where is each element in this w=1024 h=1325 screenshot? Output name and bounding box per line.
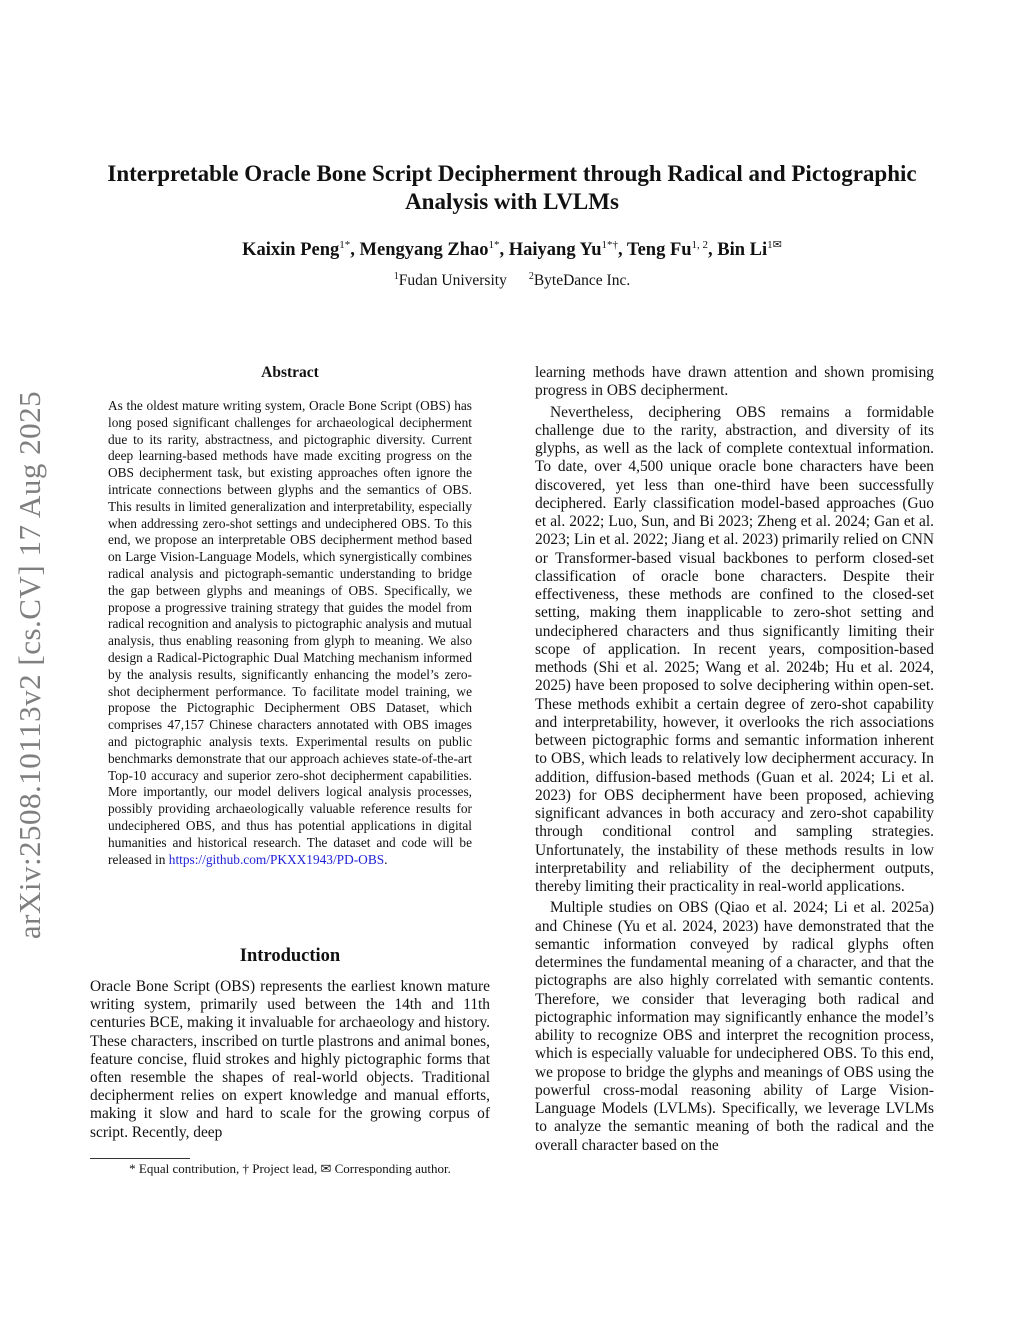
abstract-text: As the oldest mature writing system, Oracle Bone Script (OBS) has long posed significant challenges for archaeological decipherment due to its rarity, abstractness, and pictographic diversity. Current deep learning-based methods have made exciting progress on the OBS decipherment task, but existing approaches often ignore the intricate connections between glyphs and the semantics of OBS. This results in limited generalization and interpretability, especially when addressing zero-shot settings and undeciphered OBS. To this end, we propose an interpretable OBS decipherment method based on Large Vision-Language Models, which synergistically combines radical analysis and pictograph-semantic understanding to bridge the gap between glyphs and meanings of OBS. Specifically, we propose a progressive training strategy that guides the model from radical recognition and analysis to pictographic analysis and mutual analysis, thus enabling reasoning from glyph to meaning. We also design a Radical-Pictographic Dual Matching mechanism informed by the analysis results, significantly enhancing the model’s zero-shot decipherment performance. To facilitate model training, we propose the Pictographic Decipherment OBS Dataset, which comprises 47,157 Chinese characters annotated with OBS images and pictographic analysis texts. Experimental results on public benchmarks demonstrate that our approach achieves state-of-the-art Top-10 accuracy and superior zero-shot decipherment capabilities. More importantly, our model delivers logical analysis processes, possibly providing archaeologically valuable reference results for undeciphered OBS, and thus has potential applications in digital humanities and historical research. The dataset and code will be released in (108, 398, 472, 867)
affiliation: $^1$Fudan University (393, 271, 507, 290)
author: Kaixin Peng$^{1*}$ (242, 239, 351, 261)
introduction-paragraph: Oracle Bone Script (OBS) represents the earliest known mature writing system, primarily used between the 14th and 11th centuries BCE, making it invaluable for archaeology and history. These characters, inscribed on turtle plastrons and animal bones, feature concise, fluid strokes and highly pictographic forms that often resemble the shapes of real-world objects. Traditional decipherment relies on expert knowledge and manual efforts, making it slow and hard to scale for the growing corpus of script. Recently, deep (90, 978, 490, 1141)
abstract-heading: Abstract (261, 364, 319, 381)
right-column (535, 364, 934, 1155)
author: Haiyang $Yu^{1*\dagger}$ (508, 239, 618, 261)
body-paragraph: Multiple studies on OBS (Qiao et al. 2024; Li et al. 2025a) and Chinese (Yu et al. 2024, 2023) have demonstrated that the semantic information conveyed by radical glyphs often determines the fundamental meaning of a character, and that the pictographs are also highly correlated with semantic contents. Therefore, we consider that leveraging both radical and pictographic information may significantly enhance the model’s ability to recognize OBS and interpret the recognition process, which is especially valuable for undeciphered OBS. To this end, we propose to bridge the glyphs and meanings of OBS using the powerful cross-modal reasoning ability of Large Vision-Language Models (LVLMs). Specifically, we leverage LVLMs to analyze the semantic meaning of both the radical and the overall character based on the (535, 899, 934, 1154)
paper-title: Interpretable Oracle Bone Script Decipherment through Radical and Pictographic Analysis with LVLMs (107, 161, 917, 214)
author-list: Kaixin Peng$^{1*}$, Mengyang Zhao$^{1*}$, Haiyang $Yu^{1*\dagger}$, Teng Fu$^{1, 2}$, Bin $Li^{1✉}$ (242, 239, 782, 261)
body-paragraph: Nevertheless, deciphering OBS remains a formidable challenge due to the rarity, abstraction, and diversity of its glyphs, as well as the lack of complete contextual information. To date, over 4,500 unique oracle bone characters have been discovered, yet less than one-third have been successfully deciphered. Early classification model-based approaches (Guo et al. 2022; Luo, Sun, and Bi 2023; Zheng et al. 2024; Gan et al. 2023; Lin et al. 2022; Jiang et al. 2023) primarily relied on CNN or Transformer-based visual backbones to perform closed-set classification of oracle bone characters. Despite their effectiveness, these methods are confined to the closed-set setting, making them inapplicable to zero-shot setting and undeciphered characters and thus significantly limiting their scope of application. In recent years, composition-based methods (Shi et al. 2025; Wang et al. 2024b; Hu et al. 2024, 2025) have been proposed to solve deciphering within open-set. These methods exhibit a certain degree of zero-shot capability and interpretability, however, it overlooks the rich associations between pictographic forms and semantic information inherent to OBS, which leads to relatively low decipherment accuracy. In addition, diffusion-based methods (Guan et al. 2024; Li et al. 2023) for OBS decipherment have been proposed, achieving significant advances in both accuracy and zero-shot capability through conditional control and sampling strategies. Unfortunately, the instability of these methods results in low interpretability and reliability of the decipherment outputs, thereby limiting their practicality in real-world applications. (535, 403, 934, 895)
author: Mengyang Zhao$^{1*}$ (359, 239, 500, 261)
body-paragraph: learning methods have drawn attention and shown promising progress in OBS decipherment. (535, 364, 934, 400)
footnote: * Equal contribution, † Project lead, ✉ Corresponding author. (129, 1161, 451, 1176)
introduction-heading: Introduction (239, 946, 341, 966)
affiliation: $^2$ByteDance Inc. (528, 271, 631, 290)
abstract-body: As the oldest mature writing system, Oracle Bone Script (OBS) has long posed significant challenges for archaeological decipherment due to its rarity, abstractness, and pictographic diversity. Current deep learning-based methods have made exciting progress on the OBS decipherment task, but existing approaches often ignore the intricate connections between glyphs and the semantics of OBS. This results in limited generalization and interpretability, especially when addressing zero-shot settings and undeciphered OBS. To this end, we propose an interpretable OBS decipherment method based on Large Vision-Language Models, which synergistically combines radical analysis and pictograph-semantic understanding to bridge the gap between glyphs and meanings of OBS. Specifically, we propose a progressive training strategy that guides the model from radical recognition and analysis to pictographic analysis and mutual analysis, thus enabling reasoning from glyph to meaning. We also design a Radical-Pictographic Dual Matching mechanism informed by the analysis results, significantly enhancing the model’s zero-shot decipherment performance. To facilitate model training, we propose the Pictographic Decipherment OBS Dataset, which comprises 47,157 Chinese characters annotated with OBS images and pictographic analysis texts. Experimental results on public benchmarks demonstrate that our approach achieves state-of-the-art Top-10 accuracy and superior zero-shot decipherment capabilities. More importantly, our model delivers logical analysis processes, possibly providing archaeologically valuable reference results for undeciphered OBS, and thus has potential applications in digital humanities and historical research. The dataset and code will be released in https://github.com/PKXX1943/PD-OBS. (108, 398, 472, 867)
code-repository-link[interactable]: https://github.com/PKXX1943/PD-OBS (168, 851, 385, 867)
affiliations (80, 271, 944, 290)
arxiv-identifier: arXiv:2508.10113v2 [cs.CV] 17 Aug 2025 (12, 390, 47, 940)
footnote-rule (90, 1158, 190, 1159)
arxiv-identifier-sideband (8, 360, 52, 970)
author: Teng Fu$^{1, 2}$ (626, 239, 709, 261)
author: Bin $Li^{1✉}$ (717, 239, 782, 261)
